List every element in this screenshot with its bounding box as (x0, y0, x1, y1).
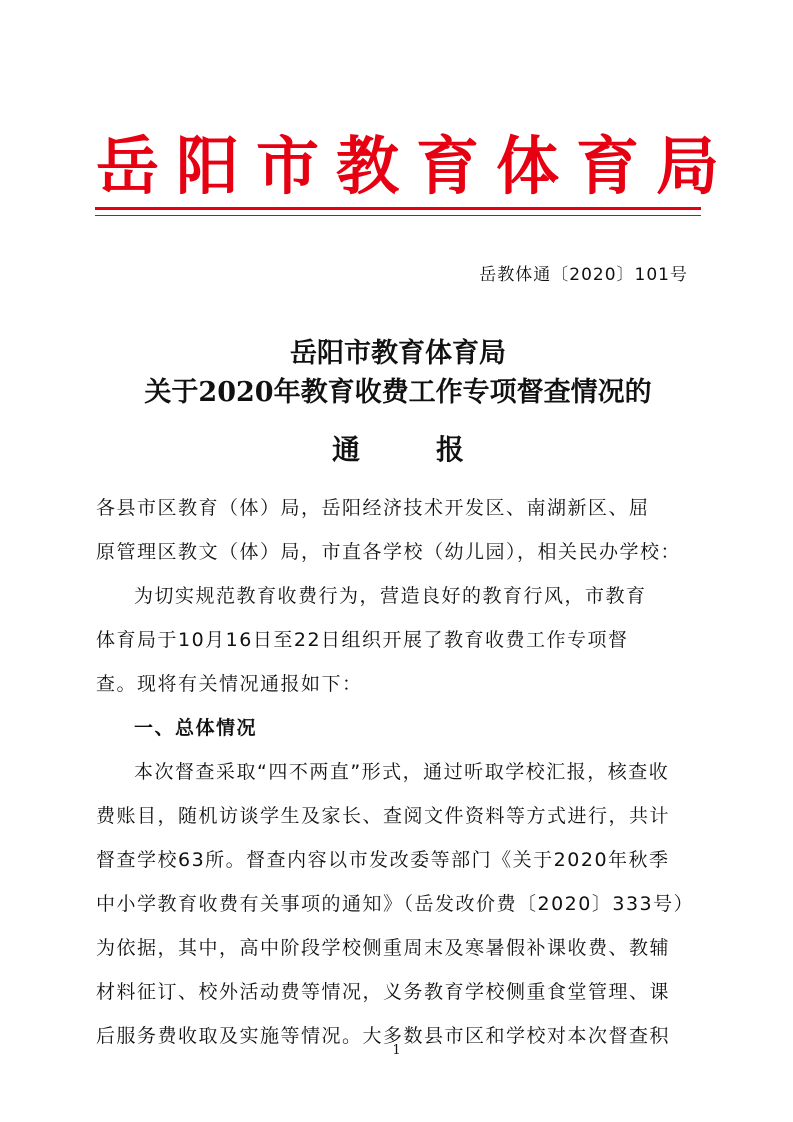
paragraph-line: 为切实规范教育收费行为，营造良好的教育行风，市教育 (134, 585, 647, 607)
paragraph-line: 体育局于10月16日至22日组织开展了教育收费工作专项督 (96, 629, 629, 651)
masthead-rule-thin (95, 215, 701, 216)
paragraph-line: 后服务费收取及实施等情况。大多数县市区和学校对本次督查积 (96, 1025, 671, 1047)
section-heading: 一、总体情况 (134, 717, 258, 739)
document-number: 岳教体通〔2020〕101号 (479, 265, 688, 285)
masthead-rule-thick (95, 207, 701, 210)
paragraph-line: 费账目，随机访谈学生及家长、查阅文件资料等方式进行，共计 (96, 805, 671, 827)
paragraph-line: 本次督查采取“四不两直”形式，通过听取学校汇报，核查收 (134, 761, 670, 783)
paragraph-line: 查。现将有关情况通报如下： (96, 673, 363, 695)
title-line-3: 通报 (331, 433, 540, 466)
addressee-line: 各县市区教育（体）局，岳阳经济技术开发区、南湖新区、屈 (96, 497, 650, 519)
body-text (96, 486, 706, 1058)
addressee-line: 原管理区教文（体）局，市直各学校（幼儿园），相关民办学校： (96, 541, 682, 563)
paragraph-line: 材料征订、校外活动费等情况，义务教育学校侧重食堂管理、课 (96, 981, 671, 1003)
paragraph-line: 督查学校63所。督查内容以市发改委等部门《关于2020年秋季 (96, 849, 670, 871)
masthead-title: 岳阳市教育体育局 (96, 129, 736, 203)
paragraph-line: 中小学教育收费有关事项的通知》（岳发改价费〔2020〕333号） (96, 893, 695, 915)
paragraph-line: 为依据，其中，高中阶段学校侧重周末及寒暑假补课收费、教辅 (96, 937, 671, 959)
title-line-1: 岳阳市教育体育局 (290, 338, 506, 369)
page-number: 1 (392, 1043, 401, 1058)
title-line-2: 关于2020年教育收费工作专项督查情况的 (144, 377, 652, 408)
